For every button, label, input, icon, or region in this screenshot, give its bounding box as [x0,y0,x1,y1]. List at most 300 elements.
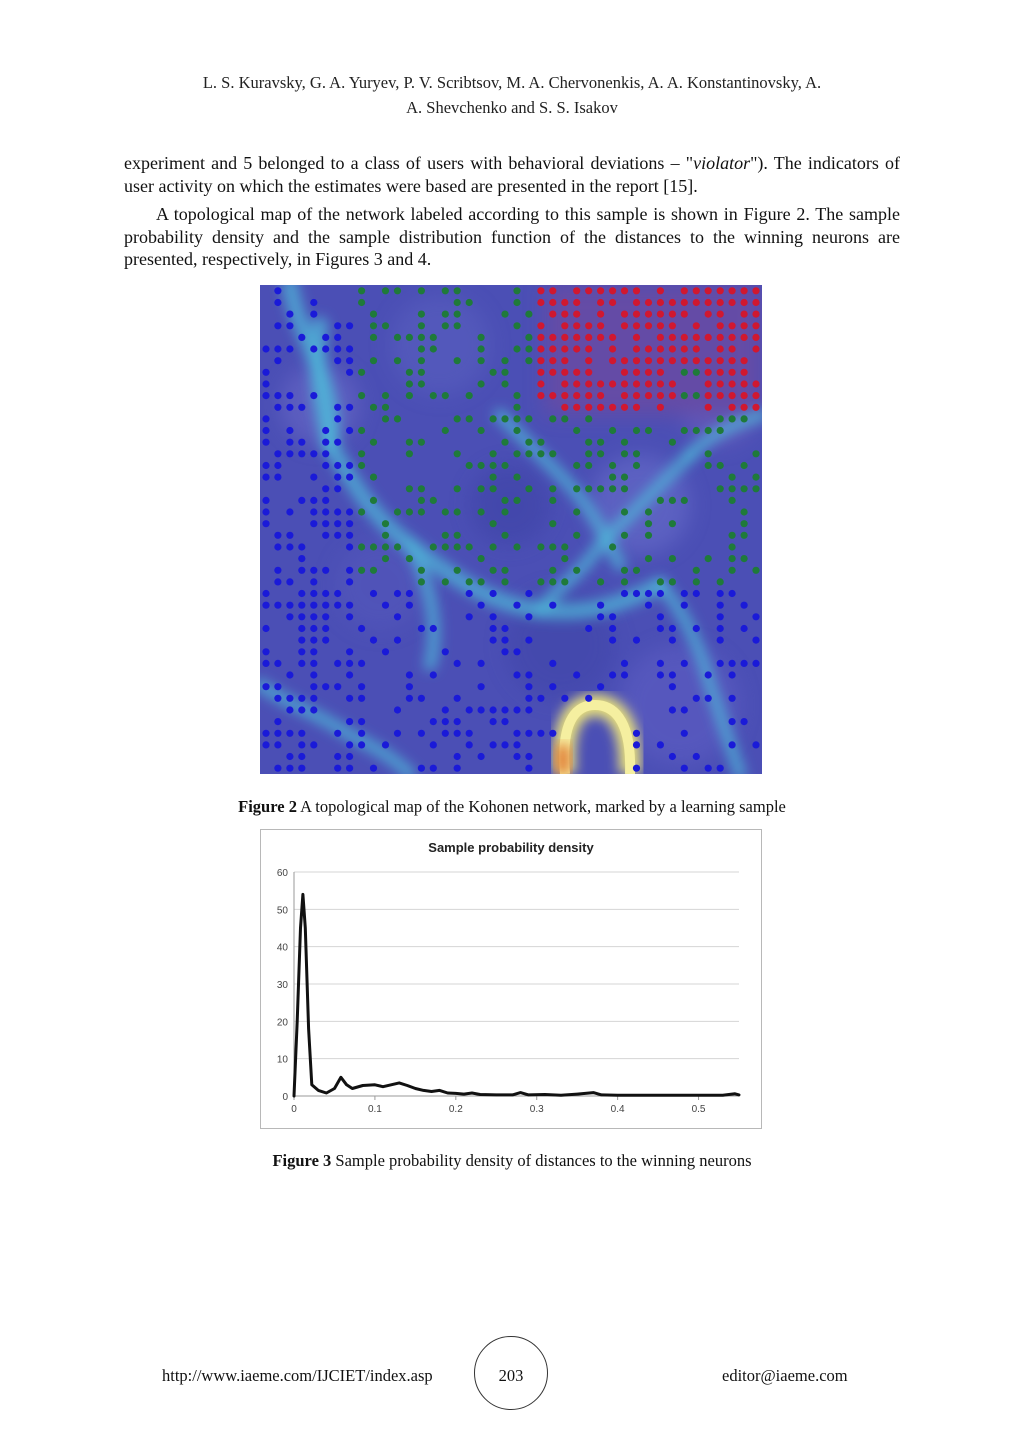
neuron-dot [693,625,700,632]
neuron-dot [549,602,556,609]
neuron-dot [513,345,520,352]
neuron-dot [334,322,341,329]
neuron-dot [274,543,281,550]
neuron-dot [442,532,449,539]
neuron-dot [752,334,759,341]
neuron-dot [693,578,700,585]
neuron-dot [382,741,389,748]
neuron-dot [669,322,676,329]
neuron-dot [621,311,628,318]
neuron-dot [561,404,568,411]
neuron-dot [490,462,497,469]
neuron-dot [621,380,628,387]
texture-blob [390,295,490,395]
neuron-dot [549,415,556,422]
neuron-dot [525,345,532,352]
neuron-dot [717,392,724,399]
neuron-dot [693,427,700,434]
neuron-dot [406,695,413,702]
neuron-dot [262,508,269,515]
neuron-dot [430,671,437,678]
figure-3-caption [0,1151,1024,1171]
neuron-dot [705,450,712,457]
neuron-dot [717,311,724,318]
neuron-dot [274,345,281,352]
neuron-dot [310,508,317,515]
neuron-dot [597,439,604,446]
neuron-dot [717,637,724,644]
neuron-dot [501,741,508,748]
neuron-dot [705,287,712,294]
neuron-dot [621,392,628,399]
neuron-dot [669,671,676,678]
neuron-dot [633,590,640,597]
neuron-dot [633,462,640,469]
neuron-dot [729,532,736,539]
neuron-dot [537,369,544,376]
neuron-dot [466,543,473,550]
neuron-dot [525,730,532,737]
neuron-dot [609,404,616,411]
neuron-dot [334,334,341,341]
neuron-dot [573,334,580,341]
neuron-dot [298,706,305,713]
neuron-dot [262,497,269,504]
neuron-dot [310,648,317,655]
neuron-dot [621,578,628,585]
neuron-dot [645,369,652,376]
neuron-dot [394,543,401,550]
neuron-dot [298,625,305,632]
neuron-dot [717,578,724,585]
neuron-dot [430,497,437,504]
neuron-dot [752,567,759,574]
neuron-dot [681,334,688,341]
figure-2-label: Figure 2 [238,797,297,816]
neuron-dot [286,613,293,620]
neuron-dot [669,625,676,632]
neuron-dot [370,474,377,481]
neuron-dot [585,334,592,341]
neuron-dot [537,287,544,294]
neuron-dot [621,485,628,492]
neuron-dot [669,706,676,713]
neuron-dot [609,485,616,492]
neuron-dot [621,508,628,515]
neuron-dot [334,660,341,667]
neuron-dot [322,637,329,644]
neuron-dot [513,671,520,678]
neuron-dot [752,299,759,306]
neuron-dot [705,427,712,434]
neuron-dot [298,648,305,655]
neuron-dot [681,345,688,352]
neuron-dot [609,345,616,352]
neuron-dot [729,345,736,352]
neuron-dot [705,334,712,341]
neuron-dot [717,427,724,434]
neuron-dot [466,415,473,422]
neuron-dot [537,299,544,306]
neuron-dot [561,322,568,329]
neuron-dot [645,380,652,387]
neuron-dot [310,590,317,597]
y-tick-label: 50 [276,905,288,917]
neuron-dot [657,299,664,306]
neuron-dot [358,567,365,574]
neuron-dot [466,462,473,469]
neuron-dot [681,299,688,306]
neuron-dot [442,543,449,550]
neuron-dot [657,322,664,329]
neuron-dot [346,765,353,772]
neuron-dot [310,602,317,609]
neuron-dot [669,683,676,690]
neuron-dot [717,322,724,329]
neuron-dot [418,765,425,772]
neuron-dot [346,462,353,469]
neuron-dot [729,741,736,748]
neuron-dot [478,485,485,492]
neuron-dot [358,369,365,376]
neuron-dot [358,392,365,399]
neuron-dot [418,287,425,294]
neuron-dot [729,334,736,341]
neuron-dot [322,590,329,597]
neuron-dot [406,380,413,387]
neuron-dot [274,357,281,364]
neuron-dot [298,567,305,574]
neuron-dot [633,427,640,434]
neuron-dot [561,299,568,306]
neuron-dot [370,357,377,364]
neuron-dot [657,660,664,667]
neuron-dot [346,543,353,550]
running-header [150,70,874,120]
neuron-dot [537,543,544,550]
neuron-dot [609,380,616,387]
neuron-dot [346,718,353,725]
neuron-dot [729,415,736,422]
neuron-dot [537,695,544,702]
neuron-dot [717,660,724,667]
y-tick-label: 0 [282,1092,288,1103]
neuron-dot [262,741,269,748]
neuron-dot [490,741,497,748]
neuron-dot [310,578,317,585]
neuron-dot [729,404,736,411]
neuron-dot [633,322,640,329]
neuron-dot [490,543,497,550]
neuron-dot [262,462,269,469]
neuron-dot [310,474,317,481]
neuron-dot [322,345,329,352]
neuron-dot [466,741,473,748]
neuron-dot [274,532,281,539]
neuron-dot [418,625,425,632]
neuron-dot [573,345,580,352]
neuron-dot [741,602,748,609]
neuron-dot [454,508,461,515]
p1-italic-term: violator [693,153,751,173]
neuron-dot [430,625,437,632]
neuron-dot [657,287,664,294]
neuron-dot [741,415,748,422]
neuron-dot [633,334,640,341]
neuron-dot [298,555,305,562]
neuron-dot [549,567,556,574]
neuron-dot [358,695,365,702]
neuron-dot [669,555,676,562]
neuron-dot [561,357,568,364]
neuron-dot [585,287,592,294]
neuron-dot [322,567,329,574]
neuron-dot [346,671,353,678]
kohonen-topological-map [260,285,762,774]
neuron-dot [346,532,353,539]
neuron-dot [334,602,341,609]
neuron-dot [525,671,532,678]
neuron-dot [346,404,353,411]
neuron-dot [466,706,473,713]
neuron-dot [478,334,485,341]
neuron-dot [729,555,736,562]
neuron-dot [274,765,281,772]
neuron-dot [717,357,724,364]
neuron-dot [573,287,580,294]
neuron-dot [669,578,676,585]
neuron-dot [346,602,353,609]
neuron-dot [729,485,736,492]
neuron-dot [585,450,592,457]
neuron-dot [310,671,317,678]
neuron-dot [741,404,748,411]
neuron-dot [705,462,712,469]
neuron-dot [549,578,556,585]
neuron-dot [478,427,485,434]
neuron-dot [346,613,353,620]
neuron-dot [609,357,616,364]
neuron-dot [358,660,365,667]
figure-3-label: Figure 3 [272,1151,332,1170]
neuron-dot [585,322,592,329]
neuron-dot [669,392,676,399]
neuron-dot [525,450,532,457]
neuron-dot [466,392,473,399]
neuron-dot [573,567,580,574]
neuron-dot [298,450,305,457]
neuron-dot [370,334,377,341]
neuron-dot [645,357,652,364]
neuron-dot [561,369,568,376]
neuron-dot [501,706,508,713]
neuron-dot [406,485,413,492]
neuron-dot [609,543,616,550]
neuron-dot [310,660,317,667]
neuron-dot [274,683,281,690]
neuron-dot [382,532,389,539]
neuron-dot [525,683,532,690]
neuron-dot [346,369,353,376]
neuron-dot [717,299,724,306]
neuron-dot [741,520,748,527]
neuron-dot [442,648,449,655]
neuron-dot [573,462,580,469]
neuron-dot [513,392,520,399]
neuron-dot [549,311,556,318]
neuron-dot [752,474,759,481]
neuron-dot [609,287,616,294]
neuron-dot [681,311,688,318]
neuron-dot [286,404,293,411]
neuron-dot [430,543,437,550]
neuron-dot [513,543,520,550]
neuron-dot [358,508,365,515]
neuron-dot [334,730,341,737]
neuron-dot [705,380,712,387]
neuron-dot [741,311,748,318]
neuron-dot [633,637,640,644]
neuron-dot [418,508,425,515]
neuron-dot [358,718,365,725]
neuron-dot [334,415,341,422]
neuron-dot [561,415,568,422]
texture-blob [470,465,550,545]
neuron-dot [573,380,580,387]
neuron-dot [693,369,700,376]
neuron-dot [346,660,353,667]
neuron-dot [418,369,425,376]
neuron-dot [382,520,389,527]
neuron-dot [454,450,461,457]
neuron-dot [585,369,592,376]
neuron-dot [454,357,461,364]
neuron-dot [693,357,700,364]
neuron-dot [513,602,520,609]
neuron-dot [705,311,712,318]
neuron-dot [346,474,353,481]
neuron-dot [286,765,293,772]
neuron-dot [633,287,640,294]
neuron-dot [729,287,736,294]
y-tick-label: 20 [276,1017,288,1029]
neuron-dot [501,415,508,422]
neuron-dot [657,345,664,352]
neuron-dot [382,287,389,294]
footer-url[interactable]: http://www.iaeme.com/IJCIET/index.asp [162,1366,433,1385]
neuron-dot [454,753,461,760]
neuron-dot [310,299,317,306]
neuron-dot [752,613,759,620]
neuron-dot [669,520,676,527]
neuron-dot [346,357,353,364]
neuron-dot [334,520,341,527]
neuron-dot [573,485,580,492]
neuron-dot [298,543,305,550]
neuron-dot [693,345,700,352]
neuron-dot [741,555,748,562]
neuron-dot [418,578,425,585]
neuron-dot [358,427,365,434]
neuron-dot [358,543,365,550]
neuron-dot [657,625,664,632]
neuron-dot [657,497,664,504]
neuron-dot [501,439,508,446]
neuron-dot [382,543,389,550]
neuron-dot [274,578,281,585]
neuron-dot [262,683,269,690]
neuron-dot [633,567,640,574]
neuron-dot [346,322,353,329]
neuron-dot [717,590,724,597]
neuron-dot [501,625,508,632]
neuron-dot [286,450,293,457]
neuron-dot [274,404,281,411]
neuron-dot [262,648,269,655]
density-chart-svg [261,830,761,1128]
neuron-dot [741,334,748,341]
neuron-dot [346,648,353,655]
neuron-dot [705,357,712,364]
neuron-dot [286,753,293,760]
neuron-dot [442,578,449,585]
neuron-dot [621,660,628,667]
neuron-dot [478,753,485,760]
neuron-dot [501,637,508,644]
neuron-dot [693,567,700,574]
neuron-dot [430,334,437,341]
neuron-dot [561,543,568,550]
neuron-dot [382,404,389,411]
neuron-dot [597,299,604,306]
neuron-dot [693,299,700,306]
neuron-dot [442,706,449,713]
neuron-dot [633,392,640,399]
neuron-dot [525,753,532,760]
neuron-dot [454,322,461,329]
neuron-dot [681,660,688,667]
neuron-dot [334,357,341,364]
hotspot-warm [556,745,570,774]
neuron-dot [501,567,508,574]
neuron-dot [537,392,544,399]
neuron-dot [442,508,449,515]
neuron-dot [561,345,568,352]
neuron-dot [585,415,592,422]
neuron-dot [334,508,341,515]
neuron-dot [298,753,305,760]
neuron-dot [573,369,580,376]
body-paragraph-1 [124,152,900,197]
neuron-dot [418,439,425,446]
neuron-dot [681,590,688,597]
neuron-dot [597,380,604,387]
neuron-dot [741,322,748,329]
neuron-dot [322,683,329,690]
neuron-dot [358,741,365,748]
neuron-dot [633,311,640,318]
footer-email[interactable]: editor@iaeme.com [722,1366,848,1385]
neuron-dot [525,311,532,318]
neuron-dot [645,392,652,399]
neuron-dot [310,345,317,352]
neuron-dot [752,322,759,329]
neuron-dot [549,485,556,492]
neuron-dot [418,380,425,387]
neuron-dot [346,345,353,352]
neuron-dot [752,741,759,748]
neuron-dot [358,683,365,690]
